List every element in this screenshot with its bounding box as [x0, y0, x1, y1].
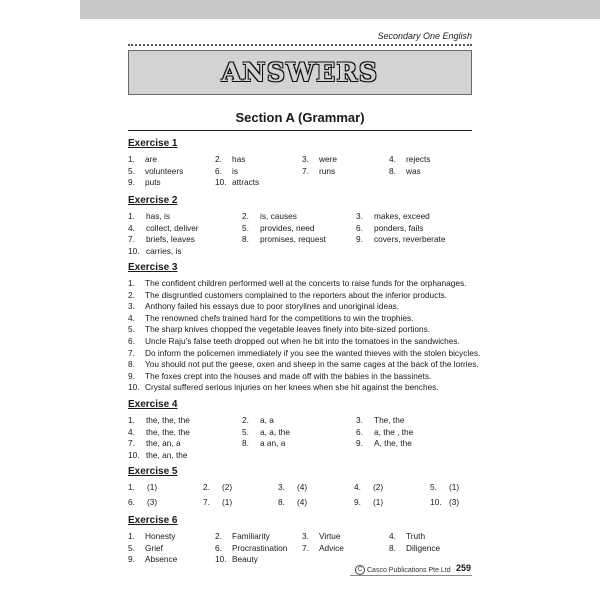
item-answer: the, an, the: [146, 449, 188, 460]
item-answer: The disgruntled customers complained to the reporters about the inferior products.: [145, 289, 448, 300]
item-number: 10.: [430, 497, 442, 507]
answer-item: [128, 234, 195, 245]
item-answer: collect, deliver: [146, 222, 199, 233]
item-number: 1.: [128, 415, 135, 425]
item-answer: Procrastination: [232, 542, 288, 553]
item-number: 4.: [128, 426, 135, 437]
answer-item: [278, 482, 307, 493]
item-number: 6.: [356, 426, 363, 437]
item-answer: is, causes: [260, 211, 297, 221]
answer-item: [215, 166, 238, 177]
item-answer: carries, is: [146, 245, 182, 256]
item-answer: provides, need: [260, 222, 315, 233]
copyright-icon: C: [355, 565, 365, 575]
item-answer: Familiarity: [232, 531, 270, 541]
item-number: 6.: [215, 542, 222, 553]
item-answer: (1): [449, 482, 460, 492]
item-number: 5.: [242, 222, 249, 233]
item-answer: A, the, the: [374, 438, 412, 448]
answer-item: [389, 531, 425, 542]
answer-item: [389, 166, 421, 177]
answer-item: [128, 313, 413, 324]
item-number: 3.: [302, 531, 309, 541]
item-answer: a, the , the: [374, 426, 414, 437]
item-answer: is: [232, 165, 238, 176]
answer-item: [203, 482, 232, 493]
dotted-rule: [128, 44, 472, 46]
item-number: 7.: [203, 497, 210, 507]
page-number: 259: [456, 563, 472, 573]
answer-item: [128, 497, 157, 508]
item-answer: (1): [222, 497, 233, 507]
item-number: 1.: [128, 154, 135, 164]
answer-item: [242, 415, 274, 426]
item-number: 10.: [215, 554, 227, 564]
item-number: 2.: [203, 482, 210, 492]
item-answer: You should not put the geese, oxen and sheep in the same cages at the back of the lorries.: [145, 359, 479, 370]
answer-item: [242, 211, 297, 222]
answer-item: [356, 438, 412, 449]
item-number: 6.: [356, 222, 363, 233]
item-answer: puts: [145, 177, 161, 187]
header-title: Secondary One English: [377, 31, 472, 41]
item-answer: The confident children performed well at the concerts to raise funds for the orphanages.: [145, 278, 467, 288]
exercise-title: Exercise 4: [128, 399, 178, 410]
item-answer: The sharp knives chopped the vegetable leaves finely into bite-sized portions.: [145, 324, 431, 335]
answer-item: [430, 497, 459, 508]
item-answer: Crystal suffered serious injuries on her knees when she hit against the benches.: [145, 382, 439, 393]
section-title: Section A (Grammar): [235, 110, 365, 125]
answer-item: [128, 177, 161, 188]
item-answer: covers, reverberate: [374, 234, 446, 244]
item-answer: Do inform the policemen immediately if you see the wanted thieves with the stolen bicycles.: [145, 347, 481, 358]
item-number: 2.: [215, 154, 222, 164]
answer-item: [302, 531, 341, 542]
answer-item: [354, 482, 383, 493]
item-answer: the, the, the: [146, 426, 190, 437]
answer-item: [215, 531, 270, 542]
item-answer: a, a: [260, 415, 274, 425]
item-answer: runs: [319, 165, 336, 176]
item-answer: (1): [147, 482, 158, 492]
item-answer: attracts: [232, 177, 260, 187]
answer-item: [302, 543, 344, 554]
answer-item: [215, 177, 259, 188]
item-number: 10.: [128, 245, 140, 256]
item-number: 2.: [242, 211, 249, 221]
top-bar: [80, 0, 600, 19]
item-number: 4.: [389, 531, 396, 541]
item-answer: has, is: [146, 211, 170, 221]
item-answer: was: [406, 165, 421, 176]
item-answer: The renowned chefs trained hard for the competitions to win the trophies.: [145, 312, 414, 323]
item-answer: Virtue: [319, 531, 341, 541]
item-number: 5.: [128, 165, 135, 176]
item-number: 4.: [128, 222, 135, 233]
answer-item: [215, 543, 287, 554]
answer-item: [242, 438, 285, 449]
item-answer: The, the: [374, 415, 405, 425]
item-number: 4.: [128, 312, 135, 323]
footer-rule: [350, 575, 472, 576]
answer-item: [128, 554, 177, 565]
item-number: 8.: [128, 359, 135, 370]
answer-item: [389, 543, 440, 554]
answer-item: [242, 223, 314, 234]
item-answer: a an, a: [260, 438, 286, 448]
answer-item: [389, 154, 430, 165]
item-answer: Advice: [319, 542, 344, 553]
item-number: 4.: [354, 482, 361, 492]
answer-item: [128, 531, 175, 542]
answer-item: [302, 166, 335, 177]
item-answer: has: [232, 154, 246, 164]
item-number: 7.: [128, 234, 135, 244]
item-number: 5.: [430, 482, 437, 492]
answer-item: [242, 234, 326, 245]
item-number: 7.: [302, 165, 309, 176]
item-answer: The foxes crept into the houses and made off with the babies in the bassinets.: [145, 370, 432, 381]
item-number: 7.: [302, 542, 309, 553]
exercise-title: Exercise 2: [128, 195, 178, 206]
item-number: 3.: [302, 154, 309, 164]
answer-item: [128, 290, 447, 301]
answer-item: [430, 482, 459, 493]
item-number: 2.: [242, 415, 249, 425]
item-answer: (4): [297, 497, 308, 507]
answer-item: [128, 348, 480, 359]
item-answer: the, an, a: [146, 438, 181, 448]
item-number: 1.: [128, 482, 135, 492]
item-answer: Grief: [145, 542, 163, 553]
answer-item: [128, 301, 399, 312]
item-answer: a, a, the: [260, 426, 290, 437]
item-number: 9.: [128, 177, 135, 187]
answer-item: [356, 427, 413, 438]
answer-item: [242, 427, 290, 438]
item-answer: Beauty: [232, 554, 258, 564]
answer-item: [356, 211, 430, 222]
answer-item: [128, 482, 157, 493]
item-answer: (3): [147, 497, 158, 507]
item-number: 5.: [128, 542, 135, 553]
item-number: 2.: [128, 289, 135, 300]
item-number: 7.: [128, 347, 135, 358]
item-number: 1.: [128, 531, 135, 541]
answer-item: [203, 497, 232, 508]
exercise-title: Exercise 5: [128, 466, 178, 477]
item-number: 9.: [128, 370, 135, 381]
item-answer: rejects: [406, 154, 431, 164]
answer-item: [128, 211, 170, 222]
item-answer: (4): [297, 482, 308, 492]
answer-item: [128, 223, 199, 234]
answer-item: [128, 154, 157, 165]
item-number: 10.: [128, 449, 140, 460]
item-answer: Absence: [145, 554, 178, 564]
item-number: 7.: [128, 438, 135, 448]
answer-item: [128, 336, 460, 347]
item-number: 9.: [356, 438, 363, 448]
item-number: 8.: [278, 497, 285, 507]
answer-item: [128, 371, 431, 382]
item-answer: (3): [449, 497, 460, 507]
item-number: 5.: [128, 324, 135, 335]
item-answer: Uncle Raju’s false teeth dropped out when he bit into the tomatoes in the sandwiches.: [145, 336, 460, 346]
item-answer: were: [319, 154, 337, 164]
exercise-title: Exercise 3: [128, 262, 178, 273]
item-answer: volunteers: [145, 165, 184, 176]
item-number: 9.: [354, 497, 361, 507]
item-number: 2.: [215, 531, 222, 541]
answer-item: [354, 497, 383, 508]
item-answer: are: [145, 154, 157, 164]
answer-item: [128, 427, 190, 438]
answer-item: [302, 154, 337, 165]
section-rule: [128, 130, 472, 131]
exercise-title: Exercise 1: [128, 138, 178, 149]
answer-item: [128, 450, 188, 461]
item-answer: briefs, leaves: [146, 234, 195, 244]
answer-item: [356, 234, 445, 245]
answer-item: [215, 154, 245, 165]
item-number: 3.: [128, 301, 135, 312]
item-number: 3.: [356, 211, 363, 221]
answer-item: [215, 554, 258, 565]
item-number: 1.: [128, 211, 135, 221]
answer-item: [128, 359, 479, 370]
answer-item: [356, 223, 423, 234]
item-number: 6.: [128, 497, 135, 507]
exercise-title: Exercise 6: [128, 515, 178, 526]
item-number: 1.: [128, 278, 135, 288]
answer-item: [278, 497, 307, 508]
item-number: 9.: [128, 554, 135, 564]
item-number: 8.: [389, 542, 396, 553]
item-number: 4.: [389, 154, 396, 164]
answer-item: [128, 324, 430, 335]
item-answer: promises, request: [260, 234, 326, 244]
answer-item: [128, 278, 466, 289]
item-number: 9.: [356, 234, 363, 244]
item-number: 3.: [278, 482, 285, 492]
item-number: 10.: [128, 382, 140, 393]
answer-item: [128, 543, 163, 554]
item-answer: (1): [373, 497, 384, 507]
item-number: 8.: [389, 165, 396, 176]
answers-title: ANSWERS: [221, 58, 379, 87]
answer-item: [356, 415, 404, 426]
item-number: 6.: [128, 336, 135, 346]
answer-item: [128, 415, 190, 426]
item-answer: (2): [373, 482, 384, 492]
item-answer: Honesty: [145, 531, 176, 541]
answer-item: [128, 246, 182, 257]
answer-item: [128, 166, 183, 177]
item-number: 8.: [242, 438, 249, 448]
answer-item: [128, 382, 439, 393]
answer-item: [128, 438, 181, 449]
answers-banner: [128, 50, 472, 95]
item-number: 8.: [242, 234, 249, 244]
item-answer: the, the, the: [146, 415, 190, 425]
publisher-credit: [355, 565, 451, 575]
item-answer: ponders, fails: [374, 222, 424, 233]
item-number: 5.: [242, 426, 249, 437]
item-answer: makes, exceed: [374, 211, 430, 221]
publisher-name: Casco Publications Pte Ltd: [367, 566, 451, 574]
item-answer: Anthony failed his essays due to poor storylines and unoriginal ideas.: [145, 301, 400, 312]
item-number: 10.: [215, 177, 227, 187]
item-number: 6.: [215, 165, 222, 176]
item-number: 3.: [356, 415, 363, 425]
item-answer: Truth: [406, 531, 426, 541]
item-answer: (2): [222, 482, 233, 492]
item-answer: Diligence: [406, 542, 441, 553]
